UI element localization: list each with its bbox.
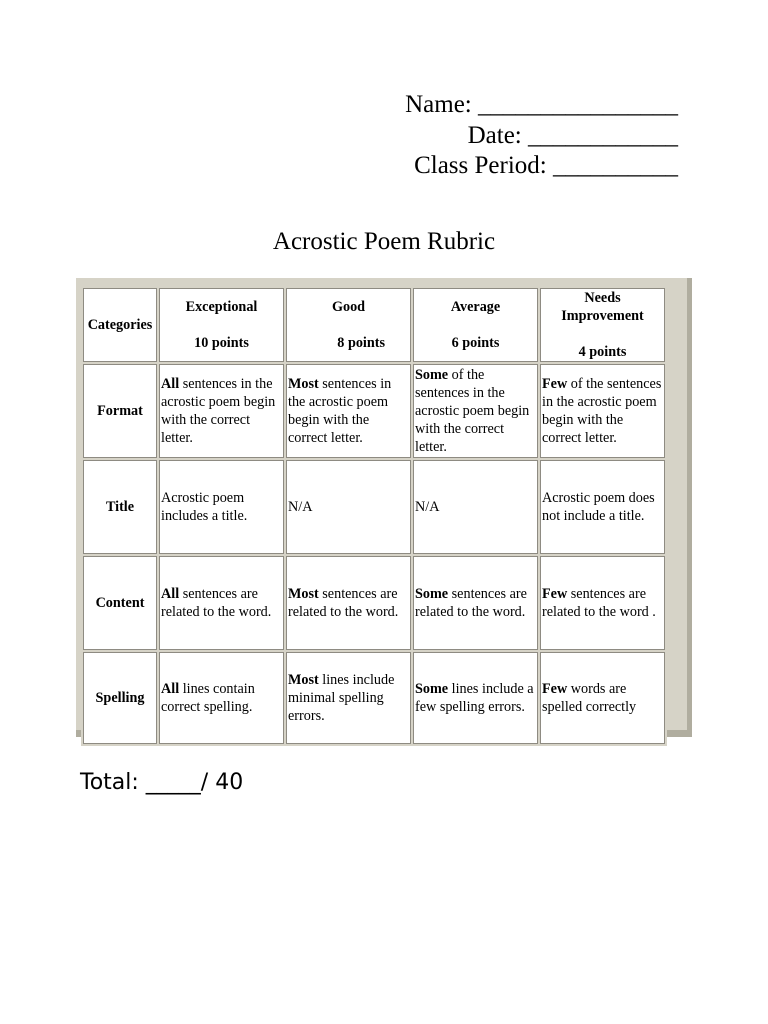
column-points: 10 points (194, 335, 249, 351)
rubric-cell (159, 652, 284, 744)
column-header-good (286, 288, 411, 362)
name-line: Name: ________________ (405, 91, 678, 118)
column-points: 4 points (578, 344, 627, 360)
column-header-average (413, 288, 538, 362)
cell-text: sentences are related to the word. (161, 586, 272, 620)
cell-keyword: All (161, 586, 180, 602)
rubric-cell (159, 556, 284, 650)
cell-keyword: All (161, 376, 180, 392)
category-label: Spelling (83, 652, 157, 744)
cell-text: of the sentences in the acrostic poem begin with the correct letter. (415, 367, 530, 455)
rubric-cell (413, 364, 538, 458)
student-info-block (405, 90, 678, 182)
rubric-cell (540, 652, 665, 744)
rubric-cell (286, 364, 411, 458)
class-period-line: Class Period: __________ (414, 152, 678, 179)
cell-keyword: Most (288, 672, 319, 688)
rubric-table-frame (76, 278, 692, 737)
column-label: Exceptional (185, 299, 258, 315)
rubric-cell (159, 460, 284, 554)
rubric-row-title (83, 460, 665, 554)
column-label: Good (331, 299, 366, 315)
cell-text: sentences in the acrostic poem begin with the correct letter. (161, 376, 276, 446)
rubric-cell (413, 460, 538, 554)
rubric-cell (413, 556, 538, 650)
cell-text: sentences in the acrostic poem begin with the correct letter. (288, 376, 392, 446)
cell-keyword: Most (288, 586, 319, 602)
column-header-exceptional (159, 288, 284, 362)
rubric-cell (159, 364, 284, 458)
cell-keyword: Few (542, 586, 568, 602)
column-label: Needs Improvement (561, 290, 644, 324)
cell-text: N/A (415, 499, 440, 515)
rubric-row-format (83, 364, 665, 458)
document-title: Acrostic Poem Rubric (272, 228, 496, 255)
category-label: Format (83, 364, 157, 458)
rubric-cell (540, 460, 665, 554)
cell-text: Acrostic poem includes a title. (161, 490, 248, 524)
cell-keyword: All (161, 681, 180, 697)
cell-keyword: Some (415, 367, 449, 383)
cell-keyword: Few (542, 681, 568, 697)
cell-keyword: Most (288, 376, 319, 392)
rubric-header-row (83, 288, 665, 362)
column-points: 8 points (337, 335, 385, 351)
cell-text: Acrostic poem does not include a title. (542, 490, 655, 524)
cell-text: lines include a few spelling errors. (415, 681, 534, 715)
rubric-cell (413, 652, 538, 744)
category-label: Content (83, 556, 157, 650)
rubric-cell (286, 460, 411, 554)
cell-text: sentences are related to the word . (542, 586, 656, 620)
cell-text: lines include minimal spelling errors. (288, 672, 395, 724)
rubric-row-spelling (83, 652, 665, 744)
cell-keyword: Few (542, 376, 568, 392)
cell-text: sentences are related to the word. (288, 586, 399, 620)
categories-header: Categories (83, 288, 157, 362)
cell-keyword: Some (415, 681, 449, 697)
rubric-cell (286, 652, 411, 744)
category-label: Title (83, 460, 157, 554)
cell-text: sentences are related to the word. (415, 586, 527, 620)
column-label: Average (450, 299, 501, 315)
cell-text: N/A (288, 499, 313, 515)
column-points: 6 points (451, 335, 500, 351)
column-header-needs-improvement (540, 288, 665, 362)
cell-keyword: Some (415, 586, 449, 602)
rubric-cell (540, 364, 665, 458)
rubric-cell (540, 556, 665, 650)
date-line: Date: ____________ (467, 121, 678, 149)
cell-text: lines contain correct spelling. (161, 681, 255, 715)
cell-text: of the sentences in the acrostic poem begin with the correct letter. (542, 376, 662, 446)
rubric-cell (286, 556, 411, 650)
rubric-table (81, 286, 667, 746)
total-score-line: Total: _____/ 40 (80, 770, 244, 795)
cell-text: words are spelled correctly (542, 681, 637, 715)
rubric-row-content (83, 556, 665, 650)
